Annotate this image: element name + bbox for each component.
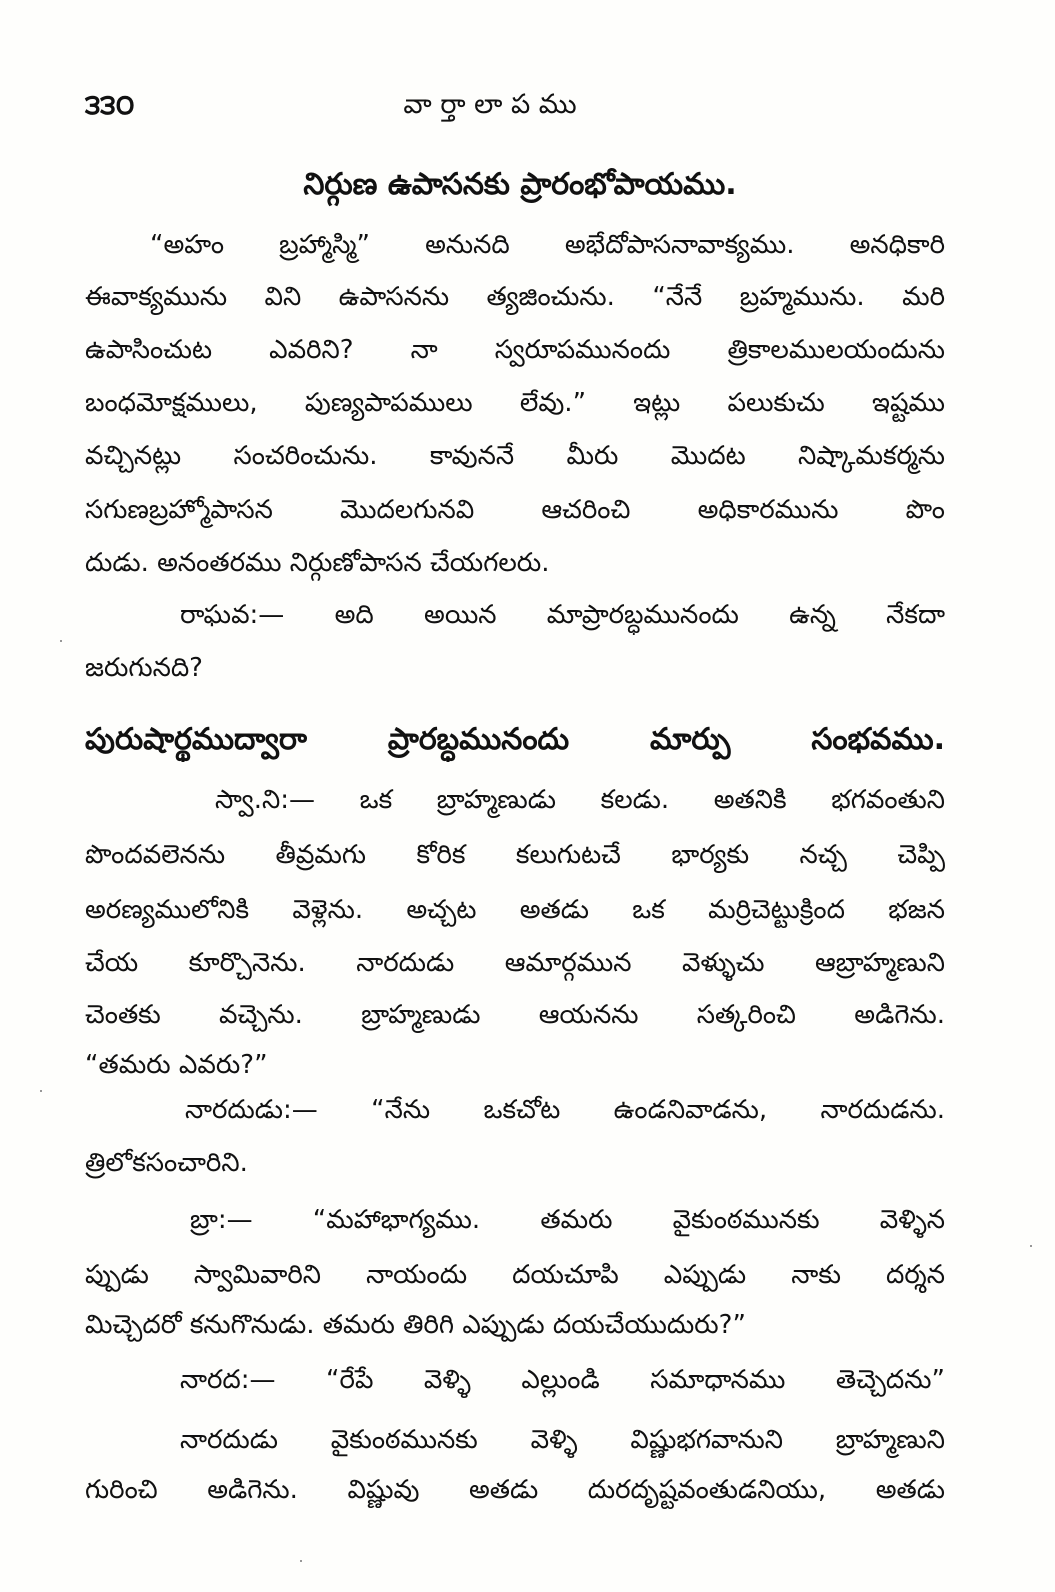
text-line: మిచ్చెదరో కనుగొనుడు. తమరు తిరిగి ఎప్పుడు దయచేయుదురు?” bbox=[85, 1310, 746, 1340]
text-line: పొందవలెనను తీవ్రమగు కోరిక కలుగుటచే భార్యకు నచ్చ చెప్పి bbox=[85, 840, 945, 870]
scan-speck bbox=[60, 640, 62, 642]
text-line: చేయ కూర్చొనెను. నారదుడు ఆమార్గమున వెళ్ళుచు ఆబ్రాహ్మణుని bbox=[85, 948, 945, 978]
text-line: “అహం బ్రహ్మాస్మి” అనునది అభేదోపాసనావాక్యము. అనధికారి bbox=[150, 230, 945, 260]
text-line: వచ్చినట్లు సంచరించును. కావుననే మీరు మొదట నిష్కామకర్మను bbox=[85, 441, 945, 471]
text-line: త్రిలోకసంచారిని. bbox=[85, 1148, 248, 1178]
scan-speck bbox=[300, 1560, 302, 1562]
text-line: బంధమోక్షములు, పుణ్యపాపములు లేవు.” ఇట్లు పలుకుచు ఇష్టము bbox=[85, 388, 945, 418]
page-number: ౩౩౦ bbox=[85, 88, 135, 121]
text-line: సగుణబ్రహ్మోపాసన మొదలగునవి ఆచరించి అధికారమును పొం bbox=[85, 495, 945, 525]
text-line: గురించి అడిగెను. విష్ణువు అతడు దురదృష్టవంతుడనియు, అతడు bbox=[85, 1475, 945, 1505]
dialogue-line: రాఘవ:— అది అయిన మాప్రారబ్ధమునందు ఉన్న నేకదా bbox=[180, 600, 945, 630]
section-heading: పురుషార్థముద్వారా ప్రారబ్ధమునందు మార్పు సంభవము. bbox=[85, 722, 945, 757]
text-line: ప్పుడు స్వామివారిని నాయందు దయచూపి ఎప్పుడు నాకు దర్శన bbox=[85, 1260, 945, 1290]
dialogue-line: నారద:— “రేపే వెళ్ళి ఎల్లుండి సమాధానము తెచ్చెదను” bbox=[180, 1365, 945, 1395]
text-line: ఈవాక్యమును విని ఉపాసనను త్యజించును. “నేనే బ్రహ్మమును. మరి bbox=[85, 282, 945, 312]
text-line: ఉపాసించుట ఎవరిని? నా స్వరూపమునందు త్రికాలములయందును bbox=[85, 335, 945, 365]
text-line: “తమరు ఎవరు?” bbox=[85, 1050, 268, 1080]
text-line: నారదుడు వైకుంఠమునకు వెళ్ళి విష్ణుభగవానుని బ్రాహ్మణుని bbox=[180, 1425, 945, 1455]
scan-speck bbox=[1030, 1245, 1032, 1247]
text-line: జరుగునది? bbox=[85, 653, 203, 683]
text-line: దుడు. అనంతరము నిర్గుణోపాసన చేయగలరు. bbox=[85, 548, 550, 578]
section-heading: నిర్గుణ ఉపాసనకు ప్రారంభోపాయము. bbox=[303, 167, 737, 202]
dialogue-line: స్వా.ని:— ఒక బ్రాహ్మణుడు కలడు. అతనికి భగవంతుని bbox=[215, 785, 945, 815]
dialogue-line: నారదుడు:— “నేను ఒకచోట ఉండనివాడను, నారదుడను. bbox=[185, 1095, 945, 1125]
dialogue-line: బ్రా:— “మహాభాగ్యము. తమరు వైకుంఠమునకు వెళ్ళిన bbox=[190, 1205, 945, 1235]
text-line: అరణ్యములోనికి వెళ్లెను. అచ్చట అతడు ఒక మర్రిచెట్టుక్రింద భజన bbox=[85, 895, 945, 925]
running-title: వా ర్తా లా ప ము bbox=[403, 89, 577, 120]
text-line: చెంతకు వచ్చెను. బ్రాహ్మణుడు ఆయనను సత్కరించి అడిగెను. bbox=[85, 1000, 945, 1030]
scan-speck bbox=[40, 1090, 42, 1092]
